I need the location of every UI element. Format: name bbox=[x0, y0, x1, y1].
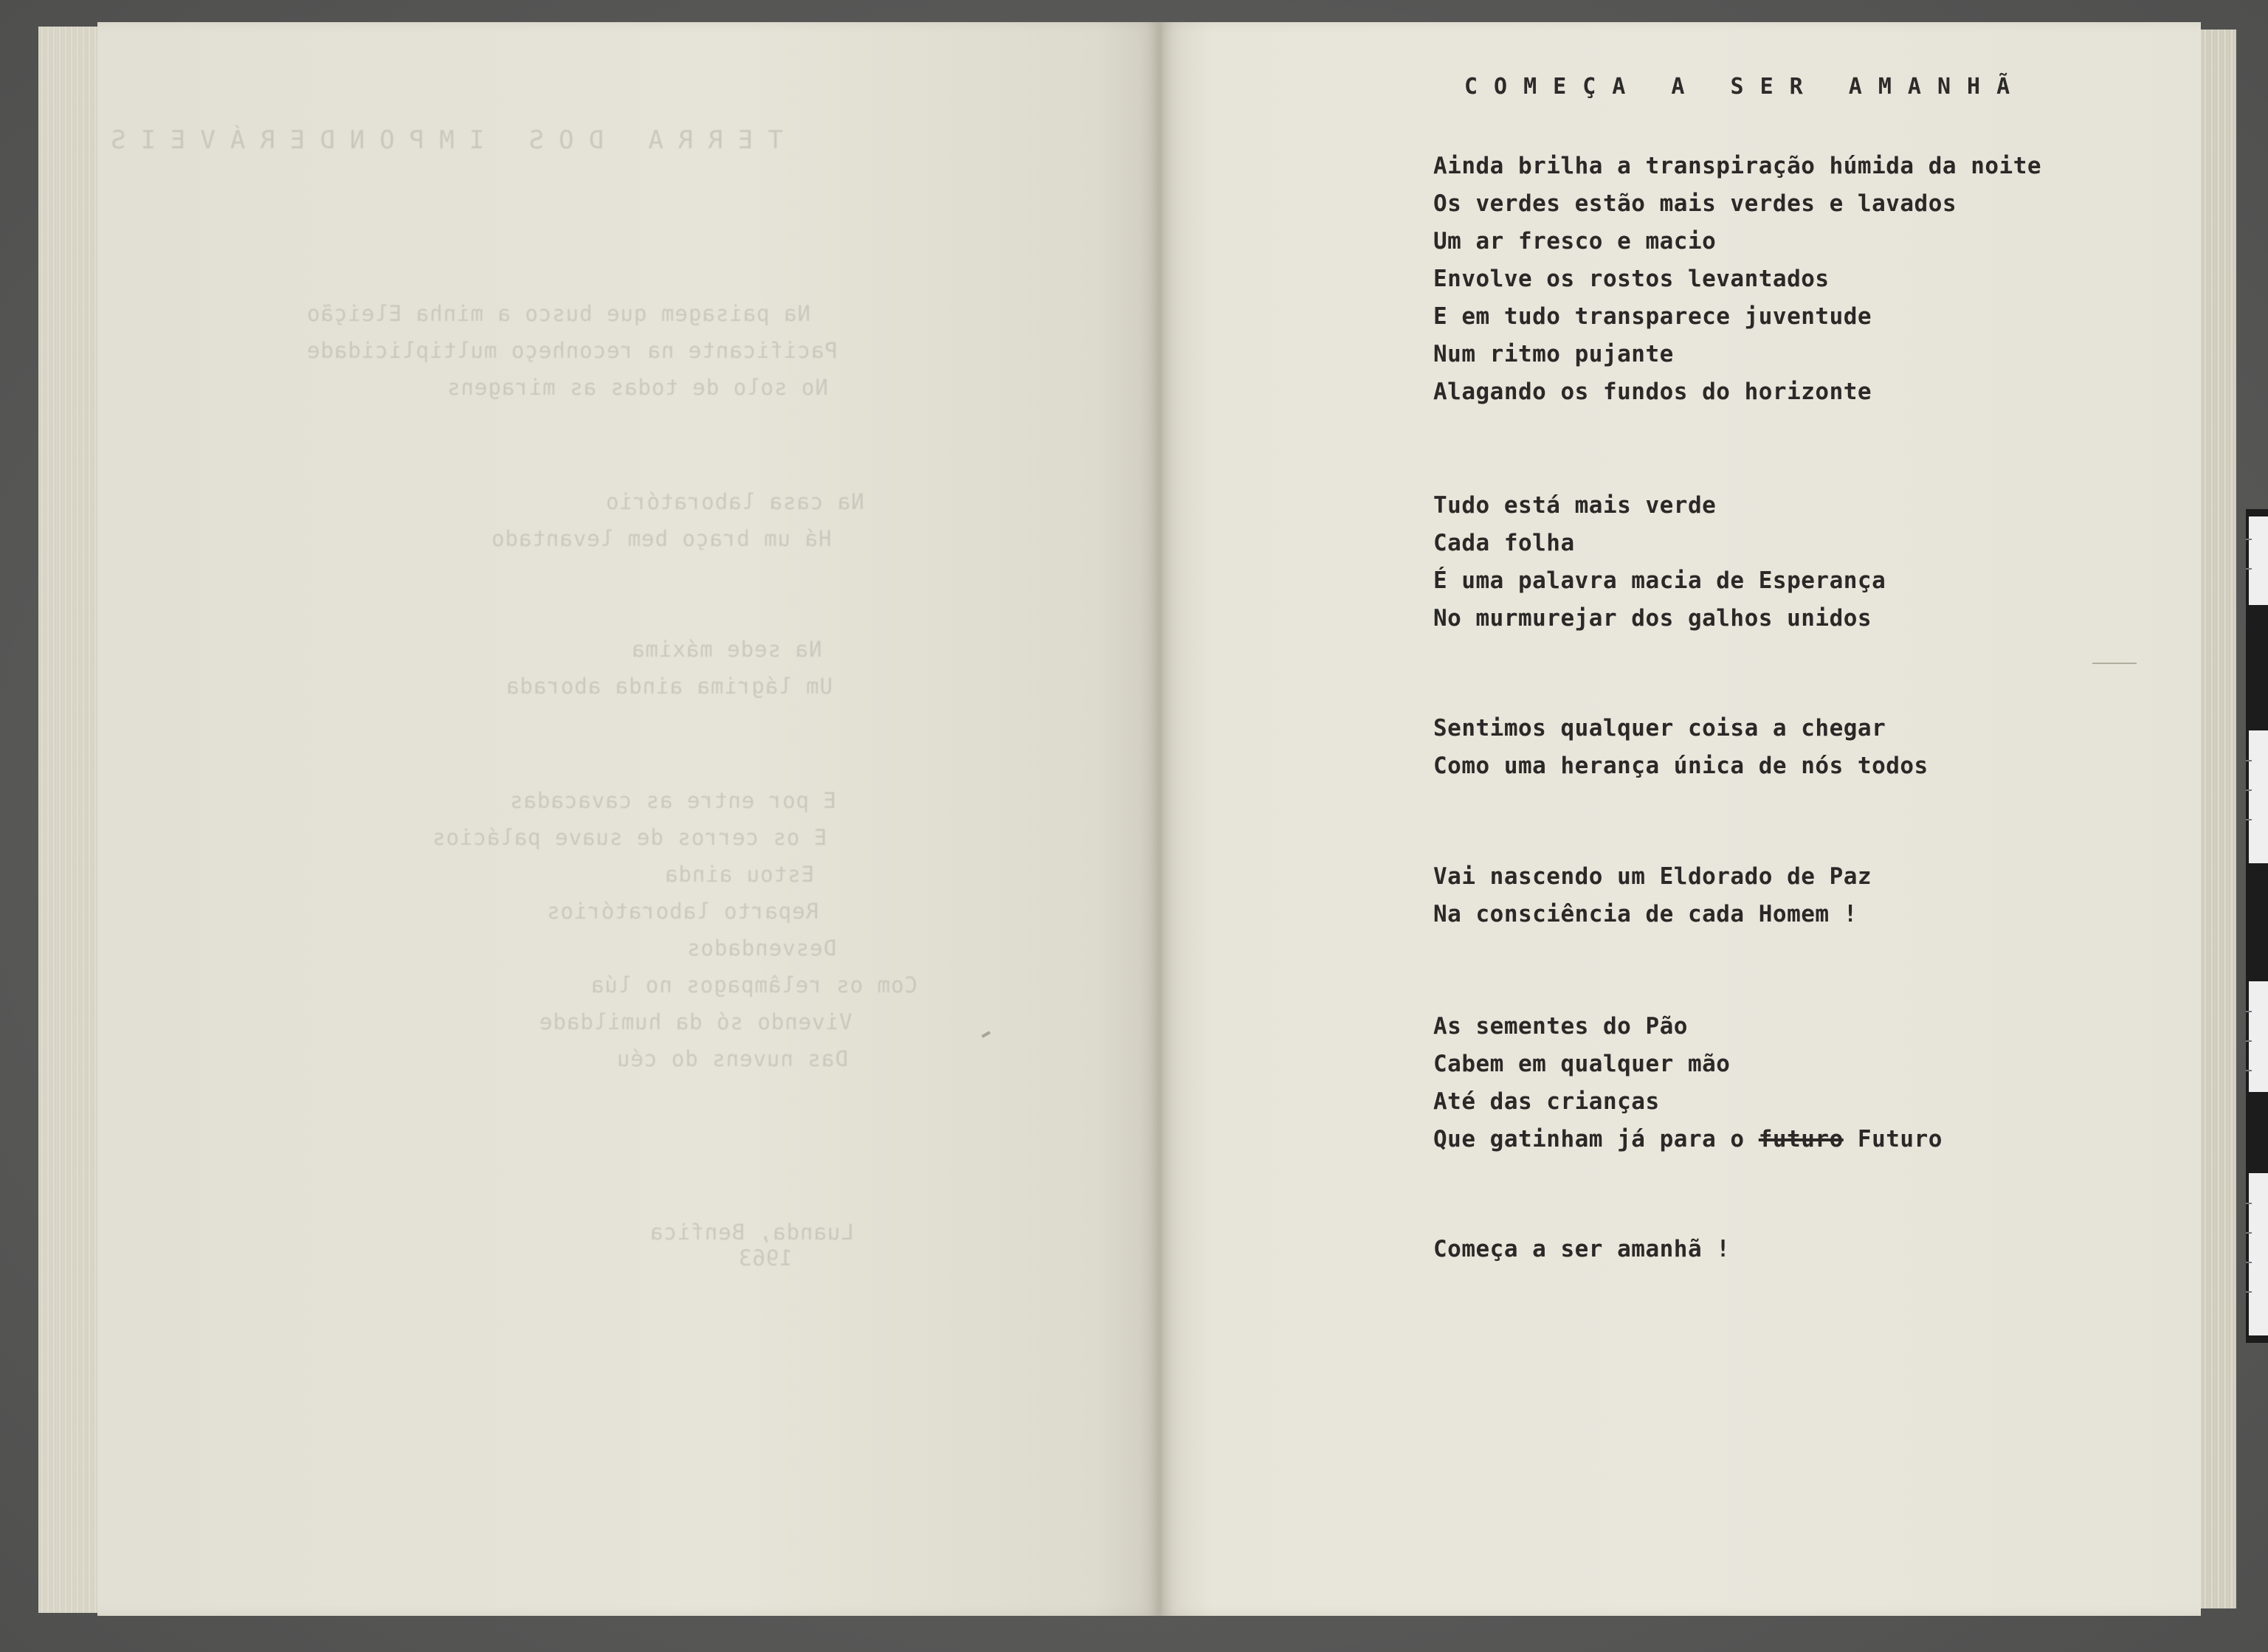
poem-line: Alagando os fundos do horizonte bbox=[1433, 379, 1872, 405]
ruler-tick bbox=[2246, 789, 2252, 791]
bleed-title: TERRA DOS IMPONDERÁVEIS bbox=[96, 125, 783, 155]
stanza-4 bbox=[1433, 858, 1872, 933]
stanza-5 bbox=[1433, 1008, 1943, 1158]
ruler-tick bbox=[2246, 1291, 2252, 1293]
poem-line: Os verdes estão mais verdes e lavados bbox=[1433, 190, 1957, 217]
ruler-tick bbox=[2246, 819, 2252, 820]
poem-line: Vai nascendo um Eldorado de Paz bbox=[1433, 863, 1872, 890]
line-text-after: Futuro bbox=[1843, 1126, 1943, 1152]
stanza-6 bbox=[1433, 1231, 1730, 1268]
stanza-1 bbox=[1433, 148, 2041, 411]
bleed-line: Com os relâmpagos no lúa bbox=[590, 972, 918, 998]
ruler-tick bbox=[2246, 1070, 2252, 1071]
poem-line: Ainda brilha a transpiração húmida da noite bbox=[1433, 153, 2042, 179]
ruler-segment bbox=[2249, 730, 2268, 863]
poem-line: Como uma herança única de nós todos bbox=[1433, 753, 1929, 779]
bleed-line: Desvendados bbox=[686, 936, 837, 961]
poem-line: Cabem em qualquer mão bbox=[1433, 1051, 1731, 1077]
bleed-line: Estou ainda bbox=[664, 862, 815, 887]
poem-line: Sentimos qualquer coisa a chegar bbox=[1433, 715, 1886, 742]
bleed-line: E os cerros de suave palácios bbox=[432, 825, 827, 850]
line-text-before: Que gatinham já para o bbox=[1433, 1126, 1759, 1152]
poem-title: COMEÇA A SER AMANHÃ bbox=[1464, 74, 2027, 100]
poem-line: Começa a ser amanhã ! bbox=[1433, 1236, 1731, 1262]
bleed-line: Luanda, Benfica bbox=[649, 1220, 854, 1245]
ruler-tick bbox=[2246, 1203, 2252, 1204]
left-page-stack bbox=[38, 27, 106, 1613]
poem-line: Tudo está mais verde bbox=[1433, 492, 1717, 519]
bleed-line: 1963 bbox=[738, 1245, 793, 1271]
poem-line: As sementes do Pão bbox=[1433, 1013, 1688, 1040]
page-edge-mark bbox=[2092, 663, 2137, 664]
ruler-tick bbox=[2246, 568, 2252, 570]
bleed-line: Pacificante na reconheço multiplicidade bbox=[306, 338, 838, 363]
stanza-3 bbox=[1433, 710, 1929, 785]
poem-line: Até das crianças bbox=[1433, 1088, 1660, 1115]
ruler-tick bbox=[2246, 1262, 2252, 1263]
ruler-segment bbox=[2249, 981, 2268, 1092]
poem-line: Um ar fresco e macio bbox=[1433, 228, 1717, 255]
book-gutter bbox=[1157, 22, 1162, 1616]
ruler-tick bbox=[2246, 1040, 2252, 1042]
bleed-line: Reparto laboratórios bbox=[546, 899, 819, 924]
bleed-line: Na paisagem que busco a minha Eleição bbox=[306, 301, 811, 326]
ruler-segment bbox=[2249, 1173, 2268, 1335]
ruler-tick bbox=[2246, 1232, 2252, 1234]
poem-line: Na consciência de cada Homem ! bbox=[1433, 901, 1858, 927]
poem-line: No murmurejar dos galhos unidos bbox=[1433, 605, 1872, 632]
bleed-line: Um lágrima ainda aborada bbox=[506, 674, 833, 699]
bleed-line: Há um braço bem levantado bbox=[491, 526, 832, 551]
poem-line-with-correction bbox=[1433, 1121, 1943, 1158]
poem-line: Envolve os rostos levantados bbox=[1433, 266, 1830, 292]
ruler-tick bbox=[2246, 1011, 2252, 1012]
bleed-line: Das nuvens do céu bbox=[616, 1046, 848, 1071]
poem-line: Cada folha bbox=[1433, 530, 1575, 556]
scale-ruler bbox=[2246, 509, 2268, 1343]
ruler-tick bbox=[2246, 539, 2252, 540]
bleed-line: E por entre as cavacadas bbox=[509, 788, 837, 813]
struck-out-word: futuro bbox=[1758, 1126, 1844, 1152]
poem-line: E em tudo transparece juventude bbox=[1433, 303, 1872, 330]
bleed-line: No solo de todas as miragens bbox=[447, 375, 828, 400]
poem-line: Num ritmo pujante bbox=[1433, 341, 1674, 367]
bleed-line: Na sede máxima bbox=[631, 637, 822, 662]
right-page-stack bbox=[2201, 30, 2236, 1608]
bleed-line: Vivendo só da humildade bbox=[539, 1009, 852, 1034]
bleed-line: Na casa laboratório bbox=[605, 489, 864, 514]
poem-line: É uma palavra macia de Esperança bbox=[1433, 567, 1886, 594]
ruler-segment bbox=[2249, 516, 2268, 605]
stanza-2 bbox=[1433, 487, 1886, 637]
ruler-tick bbox=[2246, 760, 2252, 761]
